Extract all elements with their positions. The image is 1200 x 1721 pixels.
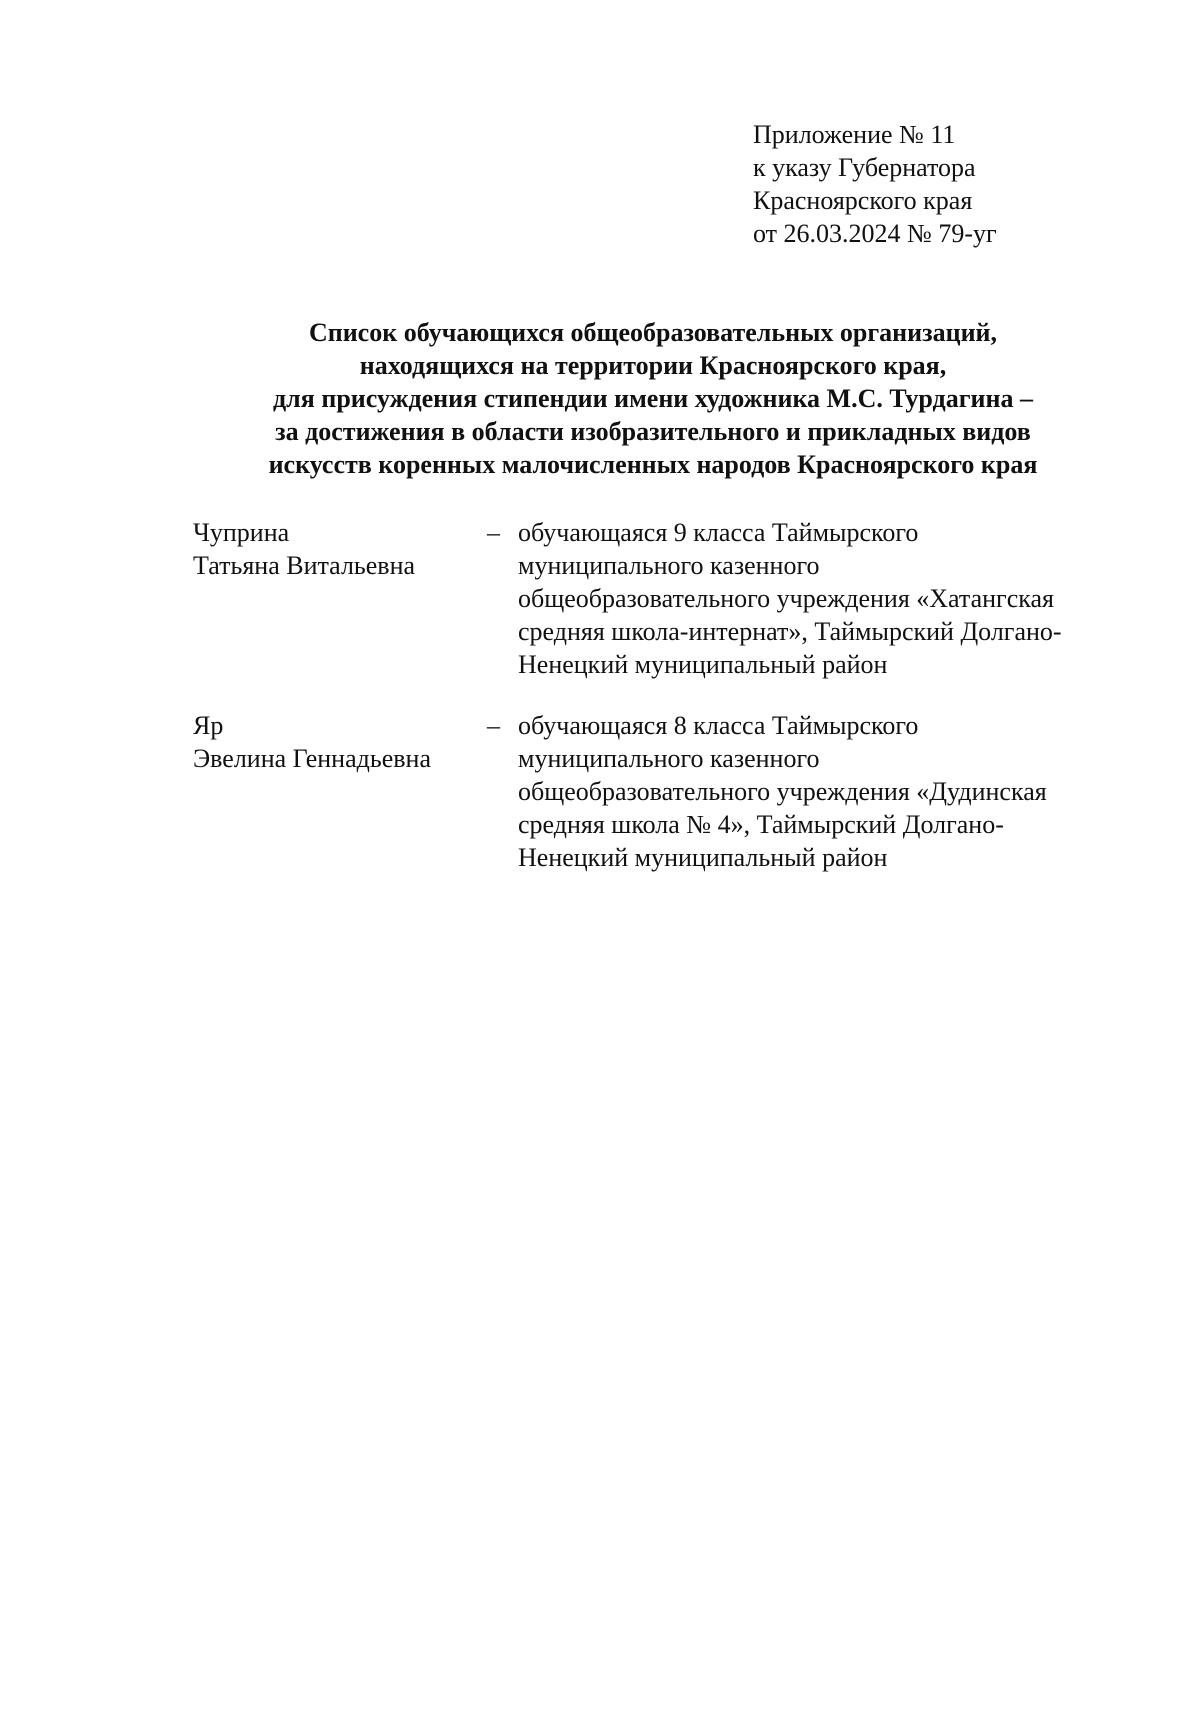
description-line: муниципального казенного [518,744,820,773]
title-line: за достижения в области изобразительного и прикладных видов [275,417,1031,446]
document-title [193,316,1113,481]
dash-separator: – [487,711,500,740]
appendix-reference [753,118,997,250]
description-line: общеобразовательного учреждения «Дудинская [518,777,1047,806]
appendix-region: Красноярского края [753,186,973,215]
student-surname: Чуприна [193,518,290,547]
description-line: средняя школа № 4», Таймырский Долгано- [518,810,1004,839]
student-description [518,516,1138,681]
title-line: Список обучающихся общеобразовательных организаций, [308,318,998,347]
description-line: общеобразовательного учреждения «Хатангская [518,584,1054,613]
student-surname: Яр [193,711,224,740]
description-line: муниципального казенного [518,551,820,580]
title-line: находящихся на территории Красноярского края, [359,351,947,380]
student-given-names: Эвелина Геннадьевна [193,744,431,773]
title-line: искусств коренных малочисленных народов Красноярского края [268,450,1038,479]
description-line: обучающаяся 9 класса Таймырского [518,518,919,547]
title-line: для присуждения стипендии имени художника М.С. Турдагина – [273,384,1033,413]
student-name [193,516,473,582]
dash-separator: – [487,518,500,547]
student-name [193,709,473,775]
description-line: обучающаяся 8 класса Таймырского [518,711,919,740]
student-given-names: Татьяна Витальевна [193,551,416,580]
description-line: Ненецкий муниципальный район [518,843,888,872]
description-line: средняя школа-интернат», Таймырский Долгано- [518,617,1062,646]
description-line: Ненецкий муниципальный район [518,650,888,679]
student-description [518,709,1138,874]
appendix-decree: к указу Губернатора [753,153,976,182]
appendix-date: от 26.03.2024 № 79-уг [753,219,997,248]
appendix-number: Приложение № 11 [753,120,956,149]
